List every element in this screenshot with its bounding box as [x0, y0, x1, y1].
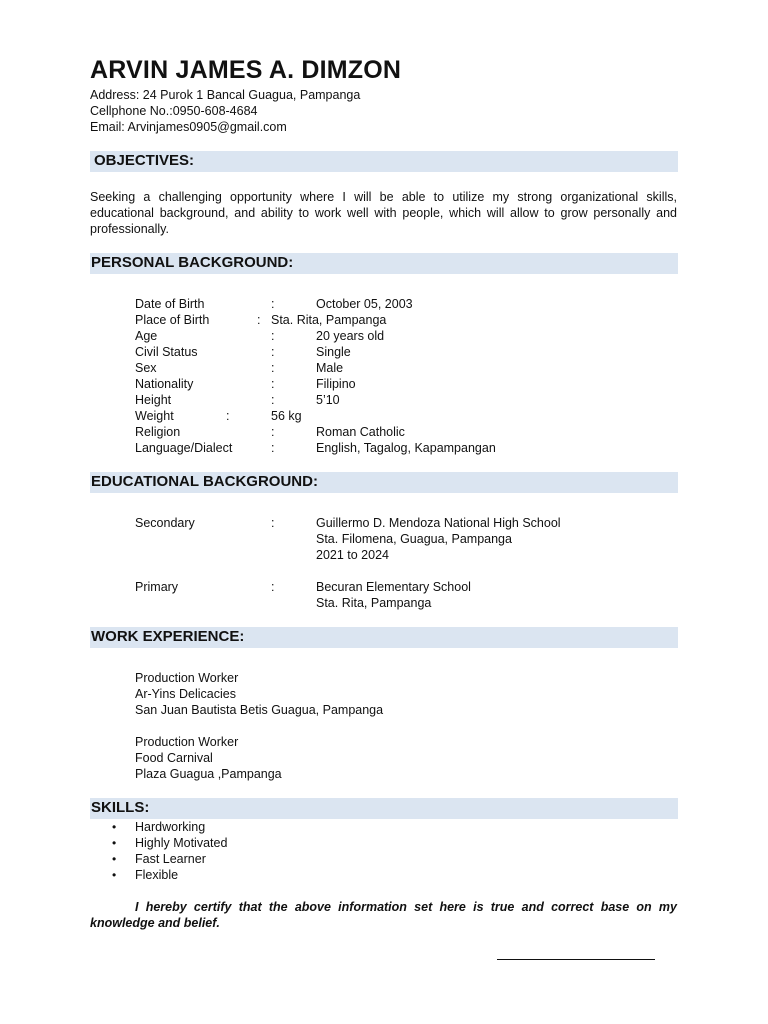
field-colon: : — [271, 393, 275, 407]
field-label: Religion — [135, 425, 181, 439]
field-colon: : — [271, 329, 275, 343]
bullet-icon: • — [112, 852, 117, 866]
objectives-title: OBJECTIVES: — [94, 152, 195, 169]
field-value: October 05, 2003 — [316, 297, 413, 311]
field-colon: : — [271, 345, 275, 359]
field-label: Civil Status — [135, 345, 198, 359]
personal-background-header — [90, 253, 678, 274]
applicant-name: ARVIN JAMES A. DIMZON — [90, 56, 402, 84]
field-colon: : — [226, 409, 230, 423]
field-colon: : — [271, 516, 275, 530]
cellphone-line: Cellphone No.:0950-608-4684 — [90, 104, 258, 118]
field-label: Language/Dialect — [135, 441, 233, 455]
signature-line — [497, 959, 655, 960]
field-label: Age — [135, 329, 158, 343]
job-location-text: San Juan Bautista Betis Guagua, Pampanga — [135, 703, 384, 717]
job-company-text: Food Carnival — [135, 751, 213, 765]
educational-background-title: EDUCATIONAL BACKGROUND: — [91, 473, 318, 490]
school-name: Becuran Elementary School — [316, 580, 471, 594]
personal-background-title: PERSONAL BACKGROUND: — [91, 254, 294, 271]
field-label: Height — [135, 393, 172, 407]
job-company-text: Ar-Yins Delicacies — [135, 687, 236, 701]
field-colon: : — [271, 297, 275, 311]
field-value: English, Tagalog, Kapampangan — [316, 441, 496, 455]
field-value: Roman Catholic — [316, 425, 405, 439]
school-address: Sta. Rita, Pampanga — [316, 596, 432, 610]
field-label: Date of Birth — [135, 297, 205, 311]
job-position-text: Production Worker — [135, 671, 239, 685]
job-location-text: Plaza Guagua ,Pampanga — [135, 767, 282, 781]
skill-text: Hardworking — [135, 820, 206, 834]
objectives-header — [90, 151, 678, 172]
field-value: 56 kg — [271, 409, 302, 423]
skills-header — [90, 798, 678, 819]
field-label: Sex — [135, 361, 157, 375]
bullet-icon: • — [112, 820, 117, 834]
field-value: Filipino — [316, 377, 356, 391]
work-experience-header — [90, 627, 678, 648]
job-position-text: Production Worker — [135, 735, 239, 749]
education-level-label: Secondary — [135, 516, 195, 530]
skill-text: Flexible — [135, 868, 179, 882]
objectives-text: Seeking a challenging opportunity where I will be able to utilize my strong organizational skills, educational background, and ability to work well with people, which will allow to grow personally and professionally. — [90, 190, 677, 236]
field-label: Place of Birth — [135, 313, 210, 327]
address-line: Address: 24 Purok 1 Bancal Guagua, Pampanga — [90, 88, 361, 102]
skills-title: SKILLS: — [91, 799, 150, 816]
field-colon: : — [257, 313, 261, 327]
school-years: 2021 to 2024 — [316, 548, 389, 562]
bullet-icon: • — [112, 868, 117, 882]
field-value: Male — [316, 361, 344, 375]
email-line: Email: Arvinjames0905@gmail.com — [90, 120, 287, 134]
educational-background-header — [90, 472, 678, 493]
skill-text: Fast Learner — [135, 852, 206, 866]
field-colon: : — [271, 377, 275, 391]
field-colon: : — [271, 361, 275, 375]
work-experience-title: WORK EXPERIENCE: — [91, 628, 245, 645]
field-colon: : — [271, 441, 275, 455]
school-address: Sta. Filomena, Guagua, Pampanga — [316, 532, 512, 546]
certification-statement: I hereby certify that the above information set here is true and correct base on my knowledge and belief. — [90, 900, 677, 930]
field-label: Nationality — [135, 377, 194, 391]
field-value: Sta. Rita, Pampanga — [271, 313, 387, 327]
field-value: 20 years old — [316, 329, 385, 343]
field-label: Weight — [135, 409, 174, 423]
field-value: 5’10 — [316, 393, 340, 407]
field-value: Single — [316, 345, 351, 359]
skill-text: Highly Motivated — [135, 836, 228, 850]
school-name: Guillermo D. Mendoza National High School — [316, 516, 561, 530]
education-level-label: Primary — [135, 580, 179, 594]
field-colon: : — [271, 580, 275, 594]
field-colon: : — [271, 425, 275, 439]
bullet-icon: • — [112, 836, 117, 850]
